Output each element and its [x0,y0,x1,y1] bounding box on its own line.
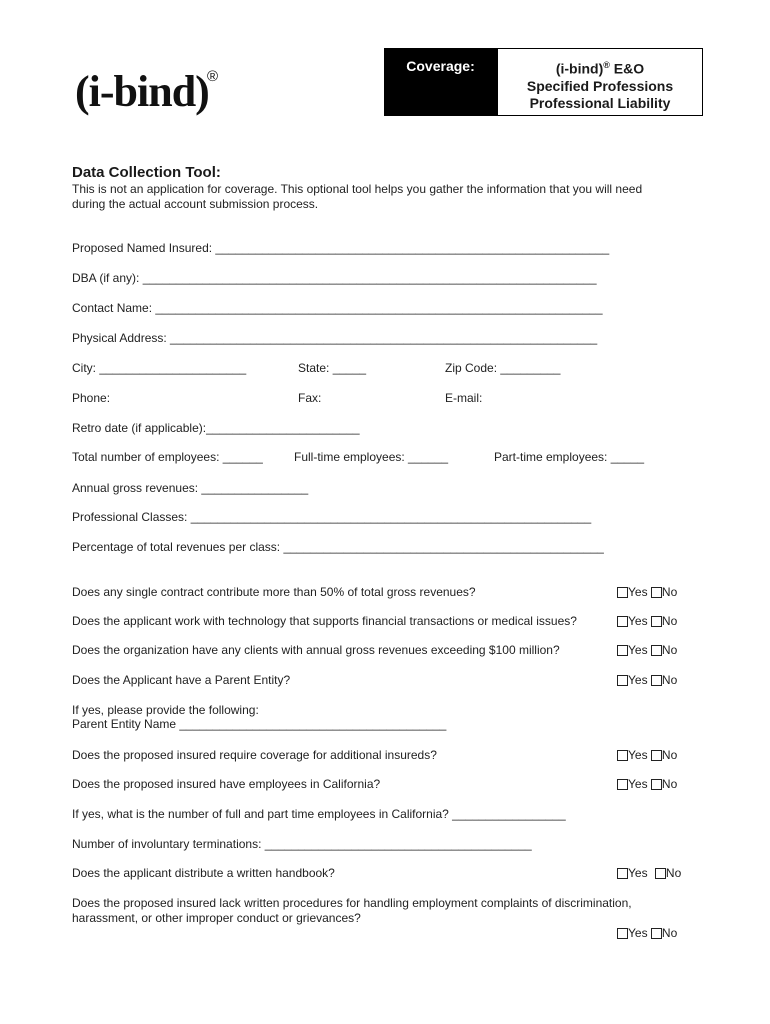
yes-label: Yes [628,866,648,880]
no-label: No [661,926,678,940]
california-employees-field[interactable]: If yes, what is the number of full and part time employees in California? _________________ [72,807,566,821]
question-text: Does the organization have any clients with annual gross revenues exceeding $100 million? [72,643,560,657]
no-label: No [661,777,678,791]
phone-field[interactable]: Phone: [72,391,111,405]
question-text: Does the Applicant have a Parent Entity? [72,673,291,687]
zip-code-field[interactable]: Zip Code: _________ [445,361,561,375]
ibind-logo [65,52,225,122]
email-field[interactable]: E-mail: [445,391,483,405]
no-label: No [665,866,682,880]
coverage-title-box [497,48,703,116]
yes-no-options [617,748,677,762]
yes-checkbox[interactable] [617,779,628,790]
yes-checkbox[interactable] [617,750,628,761]
question-text: Does the proposed insured require coverage for additional insureds? [72,748,437,762]
dba-field[interactable]: DBA (if any): ____________________________________________________________________ [72,271,597,285]
yes-label: Yes [628,777,648,791]
question-text: Does the applicant work with technology that supports financial transactions or medical issues? [72,614,577,628]
no-checkbox[interactable] [651,675,662,686]
parent-entity-name-field[interactable]: Parent Entity Name ________________________________________ [72,717,447,731]
intro-line-1: This is not an application for coverage. This optional tool helps you gather the information that you will need [72,182,643,196]
retro-date-field[interactable]: Retro date (if applicable):_______________________ [72,421,360,435]
no-label: No [661,585,678,599]
no-checkbox[interactable] [651,928,662,939]
yes-no-options [617,585,677,599]
yes-label: Yes [628,585,648,599]
yes-label: Yes [628,673,648,687]
annual-revenues-field[interactable]: Annual gross revenues: ________________ [72,481,309,495]
fax-field[interactable]: Fax: [298,391,322,405]
no-label: No [661,748,678,762]
coverage-label: Coverage: [406,58,475,74]
no-checkbox[interactable] [651,645,662,656]
yes-checkbox[interactable] [617,587,628,598]
involuntary-terminations-field[interactable]: Number of involuntary terminations: ________________________________________ [72,837,532,851]
no-label: No [661,643,678,657]
no-checkbox[interactable] [651,750,662,761]
no-checkbox[interactable] [651,587,662,598]
intro-line-2: during the actual account submission process. [72,197,319,211]
full-time-employees-field[interactable]: Full-time employees: ______ [294,450,449,464]
yes-checkbox[interactable] [617,928,628,939]
question-text-line1: Does the proposed insured lack written procedures for handling employment complaints of discrimination, [72,896,632,910]
total-employees-field[interactable]: Total number of employees: ______ [72,450,263,464]
named-insured-field[interactable]: Proposed Named Insured: ___________________________________________________________ [72,241,610,255]
yes-label: Yes [628,748,648,762]
question-text: Does the proposed insured have employees in California? [72,777,381,791]
part-time-employees-field[interactable]: Part-time employees: _____ [494,450,645,464]
question-text: Does any single contract contribute more than 50% of total gross revenues? [72,585,476,599]
no-label: No [661,673,678,687]
coverage-title-line1: (i-bind)® E&O [555,60,645,77]
state-field[interactable]: State: _____ [298,361,367,375]
yes-no-options [617,614,677,628]
question-text: Does the applicant distribute a written handbook? [72,866,335,880]
yes-no-options [617,643,677,657]
yes-no-options [617,673,677,687]
yes-checkbox[interactable] [617,868,628,879]
professional-classes-field[interactable]: Professional Classes: ____________________________________________________________ [72,510,592,524]
yes-label: Yes [628,643,648,657]
contact-name-field[interactable]: Contact Name: ___________________________________________________________________ [72,301,603,315]
physical-address-field[interactable]: Physical Address: ________________________________________________________________ [72,331,598,345]
percentage-revenues-field[interactable]: Percentage of total revenues per class: ________________________________________________ [72,540,604,554]
coverage-title-line3: Professional Liability [529,94,671,111]
yes-no-options [617,926,677,940]
yes-checkbox[interactable] [617,645,628,656]
no-checkbox[interactable] [651,779,662,790]
coverage-title-line2: Specified Professions [526,77,674,94]
yes-label: Yes [628,926,648,940]
no-label: No [661,614,678,628]
page-title: Data Collection Tool: [72,164,221,181]
no-checkbox[interactable] [651,616,662,627]
yes-label: Yes [628,614,648,628]
parent-entity-instruction: If yes, please provide the following: [72,703,259,717]
no-checkbox[interactable] [655,868,666,879]
yes-no-options [617,777,677,791]
yes-no-options [617,866,681,880]
coverage-label-box [384,48,497,116]
logo-text: (i-bind) [75,67,209,116]
question-text-line2: harassment, or other improper conduct or grievances? [72,911,361,925]
logo-registered-mark: ® [207,68,219,85]
yes-checkbox[interactable] [617,616,628,627]
city-field[interactable]: City: ______________________ [72,361,247,375]
yes-checkbox[interactable] [617,675,628,686]
